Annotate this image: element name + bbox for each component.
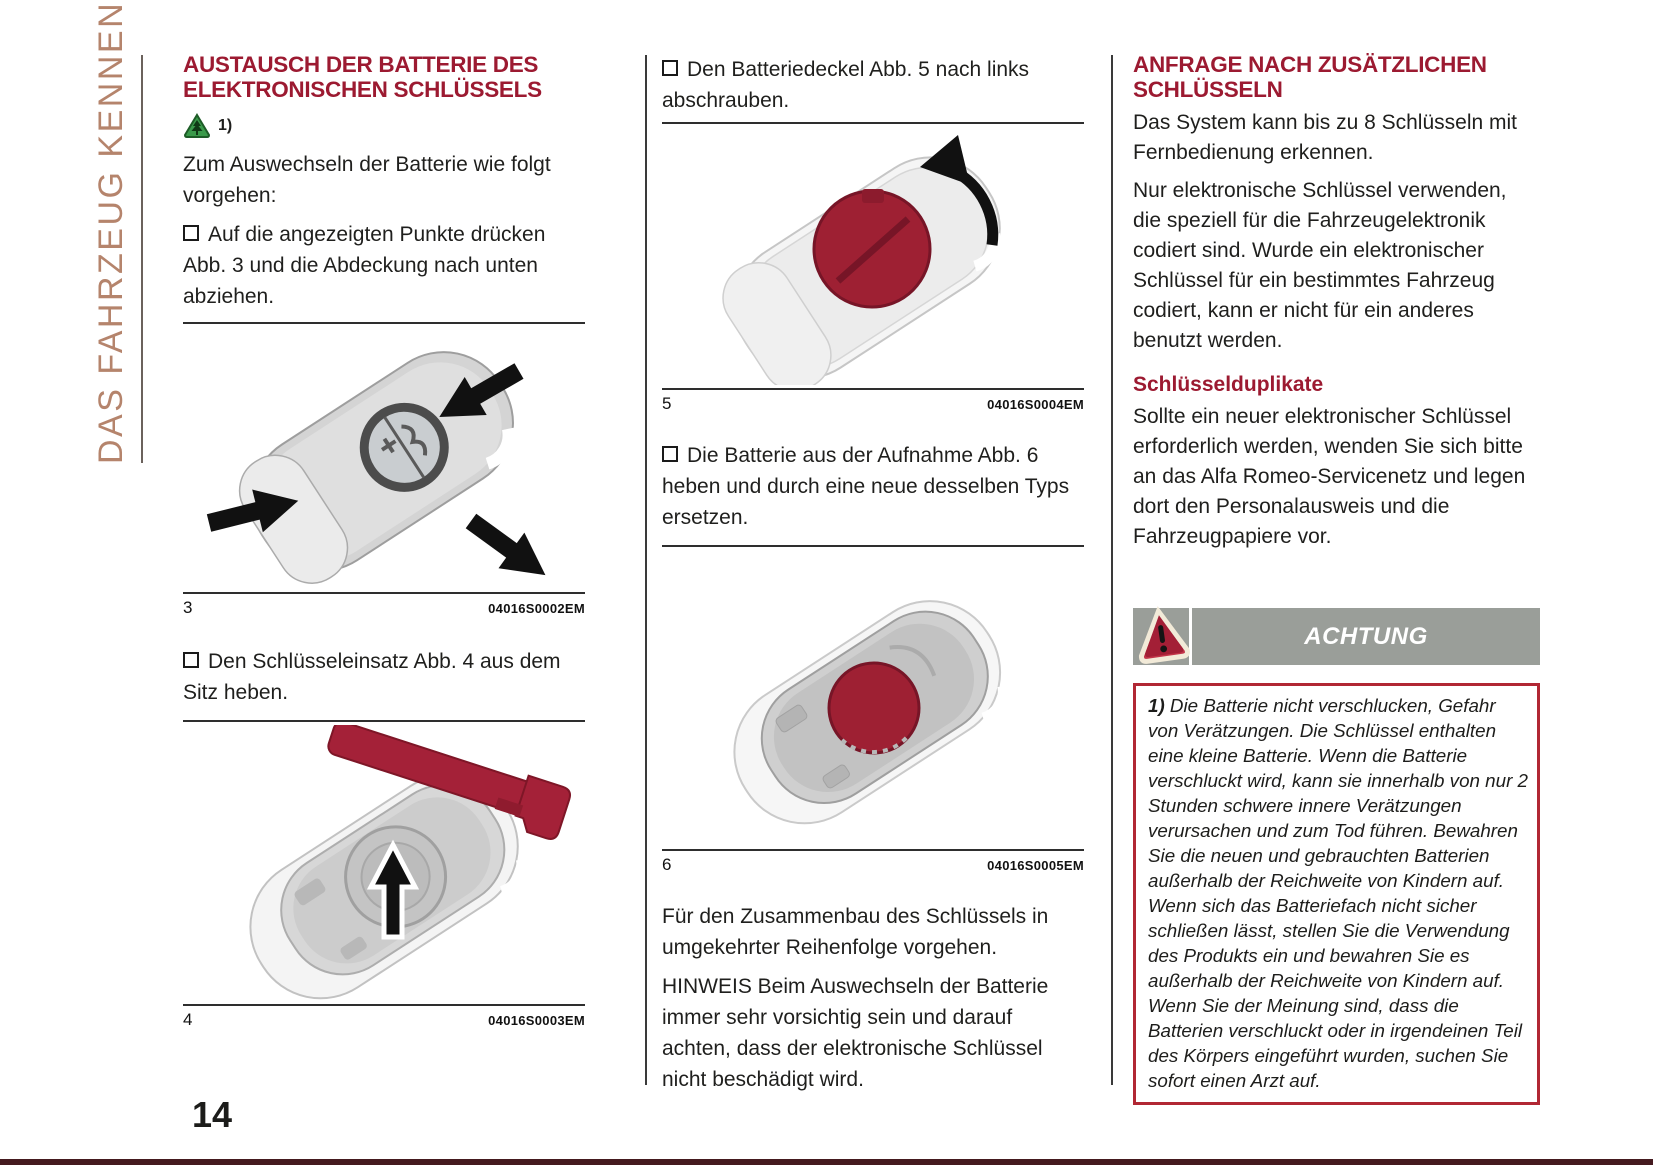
key-insert-removal-illustration xyxy=(183,725,583,1001)
section-heading: ANFRAGE NACH ZUSÄTZLICHEN SCHLÜSSELN xyxy=(1133,52,1487,102)
figure-caption xyxy=(662,855,1084,875)
paragraph: Sollte ein neuer elektronischer Schlüssel erforderlich werden, wenden Sie sich bitte an das Alfa Romeo-Servicenetz und legen dort den Personalausweis und die Fahrzeugpapiere vor. xyxy=(1133,405,1526,548)
column-3 xyxy=(1133,52,1540,1105)
warning-icon-cell xyxy=(1133,608,1189,665)
square-bullet-icon xyxy=(662,446,678,462)
square-bullet-icon xyxy=(183,652,199,668)
figure-number: 4 xyxy=(183,1010,193,1029)
figure-6 xyxy=(662,545,1084,851)
section-heading: AUSTAUSCH DER BATTERIE DES ELEKTRONISCHEN SCHLÜSSELS xyxy=(183,52,542,102)
section-sidebar-label: DAS FAHRZEUG KENNEN xyxy=(92,0,130,464)
sidebar-rule xyxy=(141,55,143,463)
column-divider xyxy=(645,55,647,1085)
paragraph: Für den Zusammenbau des Schlüssels in umgekehrter Reihenfolge vorgehen. xyxy=(662,905,1049,959)
warning-title: ACHTUNG xyxy=(1192,608,1540,665)
column-divider xyxy=(1111,55,1113,1085)
bullet-item: Den Schlüsseleinsatz Abb. 4 aus dem Sitz heben. xyxy=(183,650,561,704)
key-fob-front-illustration xyxy=(183,327,583,589)
figure-code: 04016S0003EM xyxy=(488,1013,585,1028)
paragraph: Nur elektronische Schlüssel verwenden, die speziell für die Fahrzeugelektronik codiert sind. Wurde ein elektronischer Schlüssel für ein bestimmtes Fahrzeug codiert, kann er nicht für ein anderes benutzt werden. xyxy=(1133,179,1507,352)
column-1 xyxy=(183,52,585,1030)
figure-number: 3 xyxy=(183,598,193,617)
footer-accent-bar xyxy=(0,1159,1653,1165)
warning-text: Die Batterie nicht verschlucken, Gefahr von Verätzungen. Die Schlüssel enthalten eine kleine Batterie. Wenn die Batterie verschluckt wird, kann sie innerhalb von nur 2 Stunden schwere innere Verätzungen verursachen und zum Tod führen. Bewahren Sie die neuen und gebrauchten Batterien außerhalb der Reichweite von Kindern auf. Wenn sich das Batteriefach nicht sicher schließen lässt, stellen Sie die Verwendung des Produkts ein und bewahren Sie es außerhalb der Reichweite von Kindern auf. Wenn Sie der Meinung sind, dass die Batterien verschluckt oder in irgendeinen Teil des Körpers eingeführt wurden, suchen Sie sofort einen Arzt auf. xyxy=(1148,695,1528,1091)
warning-footnote-number: 1) xyxy=(1148,695,1165,716)
environment-triangle-icon xyxy=(183,113,211,139)
figure-caption xyxy=(183,598,585,618)
bullet-item: Auf die angezeigten Punkte drücken Abb. 3 und die Abdeckung nach unten abziehen. xyxy=(183,223,546,308)
figure-number: 5 xyxy=(662,394,672,413)
figure-5 xyxy=(662,122,1084,390)
bullet-item: Den Batteriedeckel Abb. 5 nach links abschrauben. xyxy=(662,58,1030,112)
figure-caption xyxy=(662,394,1084,414)
figure-code: 04016S0002EM xyxy=(488,601,585,616)
bullet-item: Die Batterie aus der Aufnahme Abb. 6 heben und durch eine neue desselben Typs ersetzen. xyxy=(662,444,1070,529)
column-2 xyxy=(662,52,1084,1095)
remove-arrow-bottom xyxy=(458,503,558,589)
paragraph: Zum Auswechseln der Batterie wie folgt vorgehen: xyxy=(183,153,551,207)
footnote-number: 1) xyxy=(218,117,233,134)
square-bullet-icon xyxy=(183,225,199,241)
figure-4 xyxy=(183,720,585,1006)
square-bullet-icon xyxy=(662,60,678,76)
paragraph: Das System kann bis zu 8 Schlüsseln mit Fernbedienung erkennen. xyxy=(1133,111,1517,164)
battery-cover-illustration xyxy=(662,127,1082,385)
subsection-heading: Schlüsselduplikate xyxy=(1133,373,1324,396)
figure-caption xyxy=(183,1010,585,1030)
battery-in-housing-illustration xyxy=(662,550,1082,846)
warning-triangle-icon xyxy=(1131,603,1193,669)
figure-3 xyxy=(183,322,585,594)
warning-header-bar xyxy=(1133,608,1540,665)
page-number: 14 xyxy=(192,1094,233,1135)
footnote-marker-row xyxy=(183,111,585,141)
paragraph: HINWEIS Beim Auswechseln der Batterie immer sehr vorsichtig sein und darauf achten, dass der elektronische Schlüssel nicht beschädigt wird. xyxy=(662,975,1049,1091)
figure-number: 6 xyxy=(662,855,672,874)
warning-box xyxy=(1133,683,1540,1105)
figure-code: 04016S0004EM xyxy=(987,397,1084,412)
figure-code: 04016S0005EM xyxy=(987,858,1084,873)
